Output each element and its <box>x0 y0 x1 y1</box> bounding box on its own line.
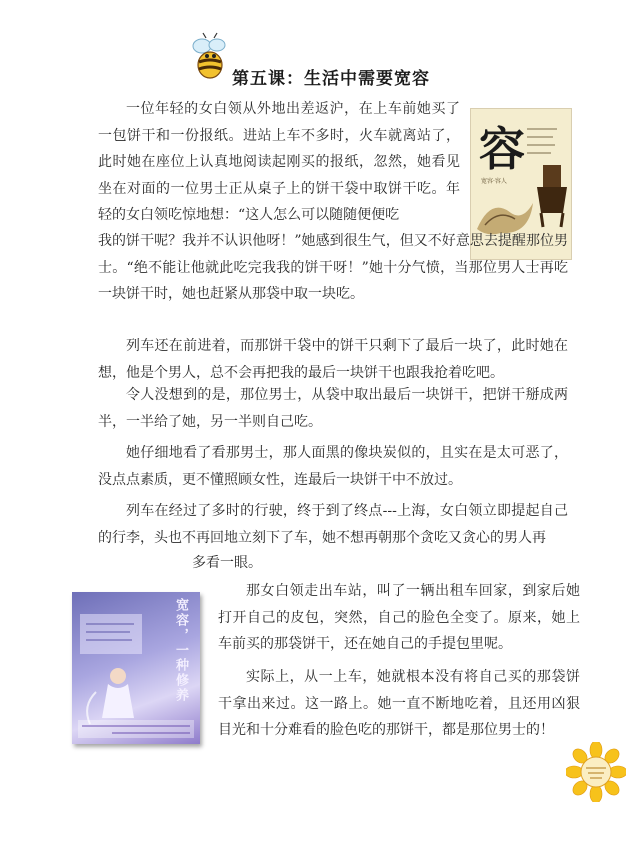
paragraph-5-continued: 多看一眼。 <box>192 555 262 571</box>
book-title: 宽容，一种修养 <box>173 598 188 703</box>
paragraph-7: 实际上，从一上车，她就根本没有将自己买的那袋饼干拿出来过。这一路上。她一直不断地吃着，且还用凶狠目光和十分难看的脸色吃的那饼干，都是那位男士的！ <box>218 669 580 738</box>
paragraph-4: 她仔细地看了看那男士，那人面黑的像块炭似的，且实在是太可恶了，没点点素质，更不懂照顾女性，连最后一块饼干中不放过。 <box>98 445 568 488</box>
rong-caption: 宽容·容人 <box>481 178 507 185</box>
paragraph-6: 那女白领走出车站，叫了一辆出租车回家，到家后她打开自己的皮包，突然，自己的脸色全变了。原来，她上车前买的那袋饼干，还在她自己的手提包里呢。 <box>218 583 580 652</box>
lesson-title: 第五课：生活中需要宽容 <box>232 69 430 89</box>
rong-glyph: 容 <box>479 122 525 176</box>
paragraph-5: 列车在经过了多时的行驶，终于到了终点---上海，女白领立即提起自己的行李，头也不再回地立刻下了车，她不想再朝那个贪吃又贪心的男人再 <box>98 503 568 546</box>
sunflower-icon <box>566 742 626 802</box>
paragraph-3: 令人没想到的是，那位男士，从袋中取出最后一块饼干，把饼干掰成两半，一半给了她，另一半则自己吃。 <box>98 387 568 430</box>
paragraph-2: 列车还在前进着，而那饼干袋中的饼干只剩下了最后一块了，此时她在想，他是个男人，总不会再把我的最后一块饼干也跟我抢着吃吧。 <box>98 338 568 381</box>
paragraph-1: 一位年轻的女白领从外地出差返沪，在上车前她买了一包饼干和一份报纸。进站上车不多时，火车就离站了，此时她在座位上认真地阅读起刚买的报纸，忽然，她看见坐在对面的一位男士正从桌子上的饼干袋中取饼干吃。年轻的女白领吃惊地想：“这人怎么可以随随便便吃 <box>98 101 460 223</box>
bee-icon <box>188 32 232 82</box>
book-cover-illustration <box>72 592 200 744</box>
paragraph-1-continued: 我的饼干呢？我并不认识他呀！”她感到很生气，但又不好意思去提醒那位男士。“绝不能让他就此吃完我我的饼干呀！”她十分气愤，当那位男人士再吃一块饼干时，她也赶紧从那袋中取一块吃。 <box>98 233 568 302</box>
